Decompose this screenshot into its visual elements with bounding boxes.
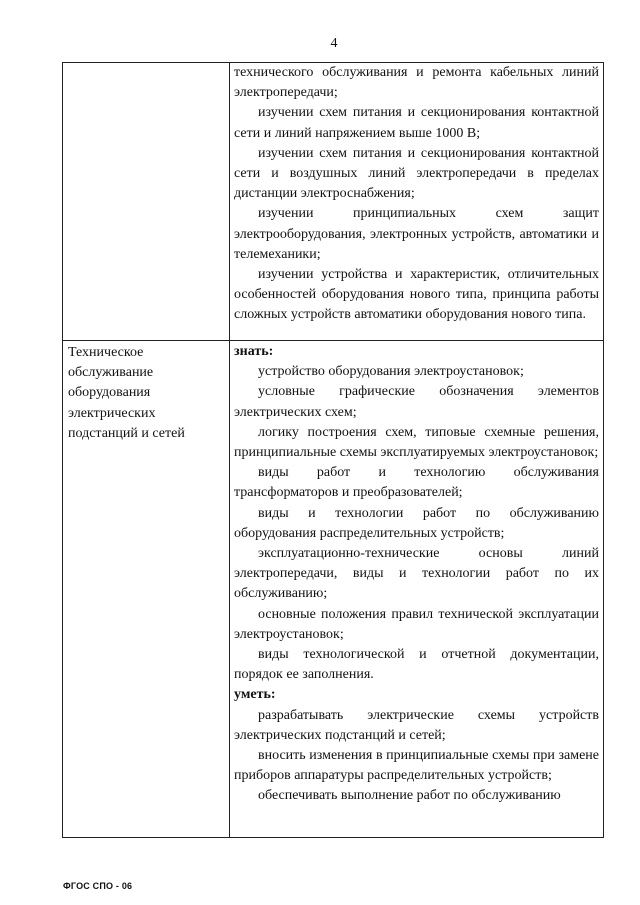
list-item: разрабатывать электрические схемы устройств электрических подстанций и сетей; [234, 707, 599, 743]
list-item: изучении принципиальных схем защит электрооборудования, электронных устройств, автоматики и телемеханики; [234, 206, 599, 262]
table-row-continued [63, 63, 604, 341]
list-item: виды технологической и отчетной документации, порядок ее заполнения. [234, 647, 599, 683]
list-item: изучении устройства и характеристик, отличительных особенностей оборудования нового типа, принципа работы сложных устройств автоматики оборудования нового типа. [234, 267, 599, 323]
list-item: виды и технологии работ по обслуживанию оборудования распределительных устройств; [234, 505, 599, 541]
module-title: Техническое обслуживание оборудования электрических подстанций и сетей [63, 341, 230, 838]
list-item: эксплуатационно-технические основы линий электропередачи, виды и технологии работ по их обслуживанию; [234, 546, 599, 602]
standard-table [62, 62, 604, 838]
list-item: обеспечивать выполнение работ по обслуживанию [258, 788, 561, 804]
requirements-cell [230, 341, 604, 838]
list-item: условные графические обозначения элементов электрических схем; [234, 384, 599, 420]
footer-code: ФГОС СПО - 06 [63, 881, 133, 891]
list-item: основные положения правил технической эксплуатации электроустановок; [234, 606, 599, 642]
list-item: изучении схем питания и секционирования контактной сети и линий напряжением выше 1000 В; [234, 105, 599, 141]
able-label: уметь: [234, 687, 276, 703]
list-item: технического обслуживания и ремонта кабельных линий электропередачи; [234, 65, 599, 101]
know-label: знать: [234, 344, 274, 359]
list-item: устройство оборудования электроустановок; [258, 364, 524, 380]
list-item: логику построения схем, типовые схемные решения, принципиальные схемы эксплуатируемых электроустановок; [234, 424, 599, 461]
page-number: 4 [330, 36, 338, 51]
empty-module-cell [63, 63, 230, 341]
list-item: вносить изменения в принципиальные схемы при замене приборов аппаратуры распределительных устройств; [234, 748, 599, 784]
table-row-maintenance [63, 341, 604, 838]
requirements-cell-continued [230, 63, 604, 341]
list-item: виды работ и технологию обслуживания трансформаторов и преобразователей; [234, 465, 599, 501]
list-item: изучении схем питания и секционирования контактной сети и воздушных линий электропередачи в пределах дистанции электроснабжения; [234, 145, 599, 202]
